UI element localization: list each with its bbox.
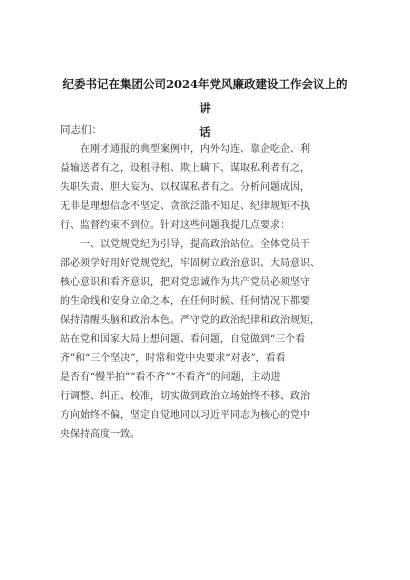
body-line: 失职失责、胆大妄为、以权谋私者有之。分析问题成因， <box>60 182 310 193</box>
body-line: 益输送者有之，设租寻租、欺上瞒下、谋取私利者有之， <box>60 163 310 174</box>
body-line: 保持清醒头脑和政治本色。严守党的政治纪律和政治规矩， <box>60 315 320 326</box>
title-line-2: 话 <box>199 125 211 139</box>
body-line: 行调整、纠正、校准，切实做到政治立场始终不移、政治 <box>60 391 310 402</box>
body-line: 在刚才通报的典型案例中，内外勾连、靠企吃企、利 <box>60 144 310 155</box>
body-line: 无非是理想信念不坚定、贪欲泛滥不知足、纪律规矩不执 <box>60 201 310 212</box>
body-line: 行、监督约束不到位。针对这些问题我提几点要求： <box>60 220 290 231</box>
body-line: 方向始终不偏，坚定自觉地同以习近平同志为核心的党中 <box>60 410 310 421</box>
body-line: 央保持高度一致。 <box>60 429 140 440</box>
document-body <box>60 140 352 444</box>
body-line: 是否有“慢半拍”“看不齐”“不看齐”的问题，主动进 <box>60 372 281 383</box>
document-title <box>60 72 350 144</box>
title-line-1: 纪委书记在集团公司2024年党风廉政建设工作会议上的讲 <box>62 77 348 115</box>
body-line: 一、以党规党纪为引导，提高政治站位。全体党员干 <box>60 239 310 250</box>
body-line: 的生命线和安身立命之本，在任何时候、任何情况下都要 <box>60 296 310 307</box>
salutation: 同志们： <box>60 124 102 136</box>
body-line: 部必须学好用好党规党纪，牢固树立政治意识、大局意识、 <box>60 258 320 269</box>
body-line: 站在党和国家大局上想问题、看问题，自觉做到“三个看 <box>60 334 306 345</box>
body-line: 齐”和“三个坚决”，时常和党中央要求“对表”，看看 <box>60 353 286 364</box>
body-line: 核心意识和看齐意识，把对党忠诚作为共产党员必须坚守 <box>60 277 310 288</box>
